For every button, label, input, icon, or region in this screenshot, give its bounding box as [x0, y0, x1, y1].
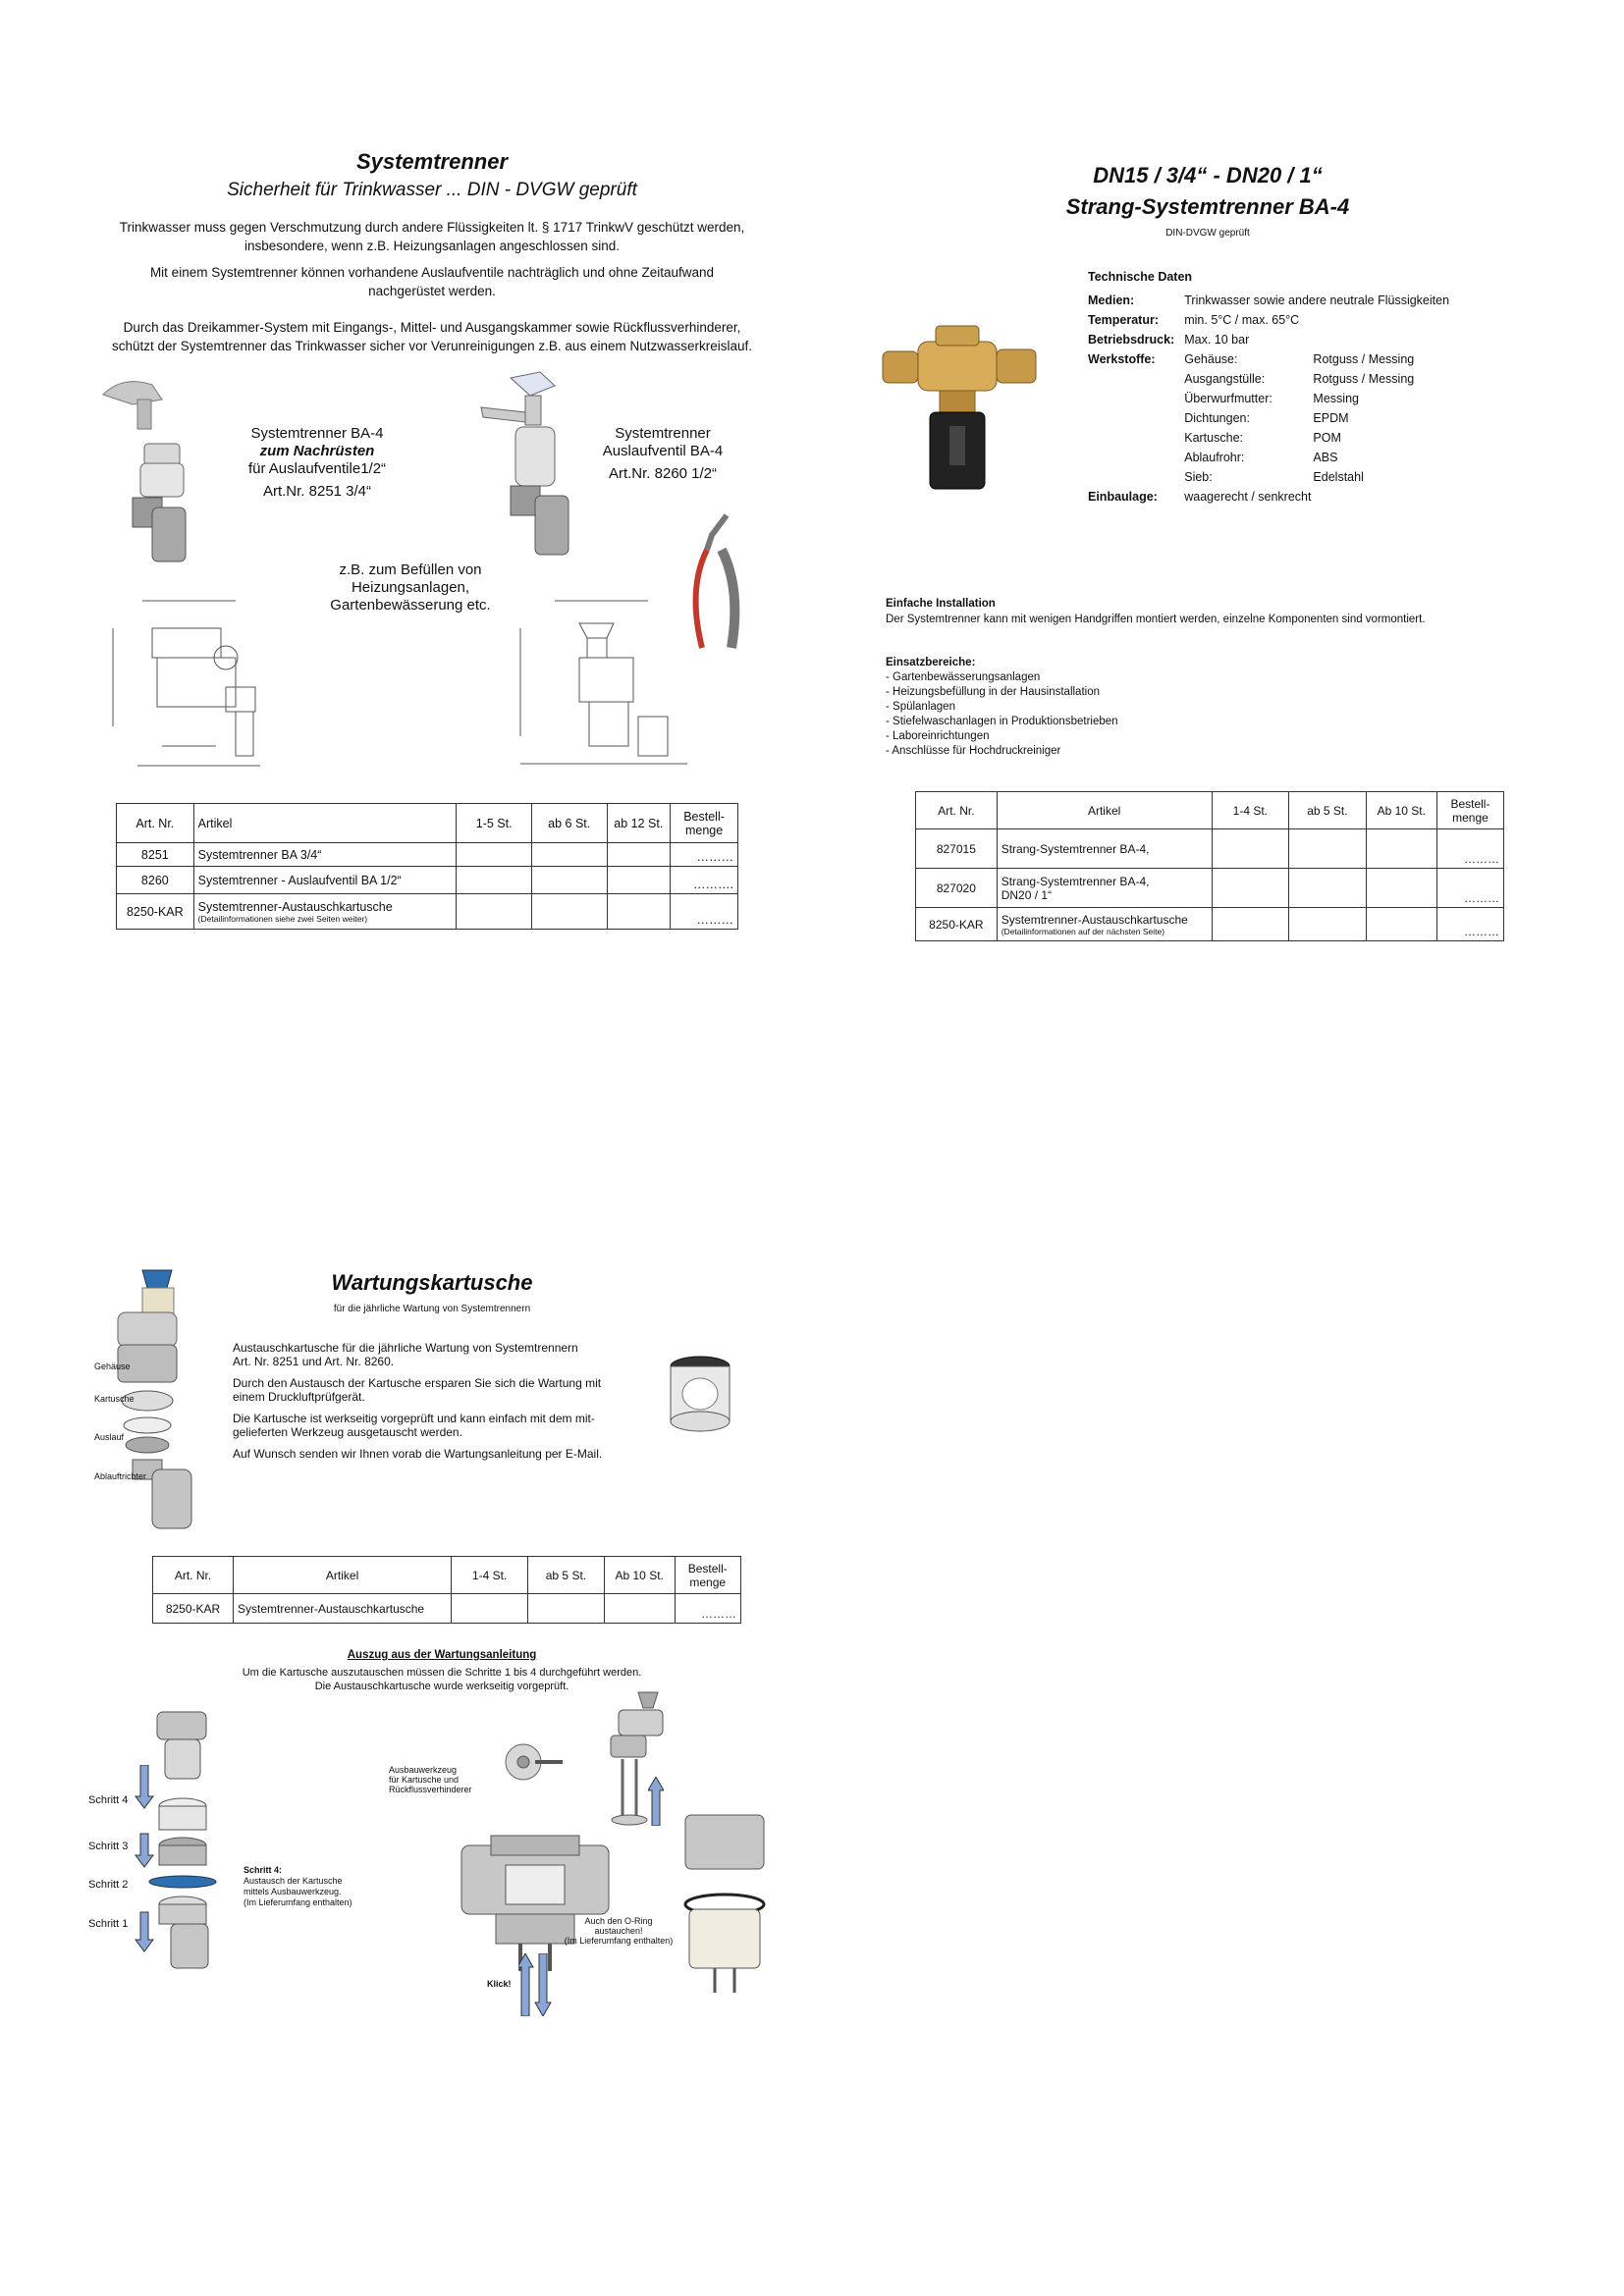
- cell-price: [1366, 869, 1436, 908]
- material-part: Überwurfmutter:: [1184, 392, 1272, 405]
- text-line: Trinkwasser muss gegen Verschmutzung durch andere Flüssigkeiten lt. § 1717 TrinkwV geschützt werden,: [119, 220, 745, 235]
- tech-row: [1088, 369, 1459, 389]
- col-header-qty2: ab 5 St.: [528, 1557, 605, 1594]
- material-value: Rotguss / Messing: [1313, 352, 1415, 366]
- cell-price: [531, 843, 607, 867]
- step-label-4: Schritt 4: [88, 1794, 129, 1806]
- tech-row: [1088, 291, 1459, 310]
- text-line: Um die Kartusche auszutauschen müssen die Schritte 1 bis 4 durchgeführt werden.: [242, 1667, 642, 1679]
- tech-key: Temperatur:: [1088, 313, 1160, 327]
- artikel-name: Systemtrenner-Austauschkartusche: [1001, 912, 1188, 927]
- material-value: Rotguss / Messing: [1313, 372, 1415, 386]
- cell-quantity-input[interactable]: ……….: [671, 867, 738, 894]
- material-part: Sieb:: [1184, 470, 1213, 484]
- cell-artikel: Systemtrenner - Auslaufventil BA 1/2“: [193, 867, 457, 894]
- tech-data-table: [1088, 291, 1459, 507]
- tech-row: [1088, 467, 1459, 487]
- strang-subtitle: DIN-DVGW geprüft: [1165, 228, 1250, 239]
- technical-drawing-8251: [98, 589, 295, 785]
- install-heading: Einfache Installation: [886, 598, 996, 610]
- cell-artikel: [193, 894, 457, 930]
- tech-row: [1088, 349, 1459, 369]
- cell-quantity-input[interactable]: ………: [1436, 829, 1503, 869]
- col-header-qty3: Ab 10 St.: [604, 1557, 675, 1594]
- cell-price: [1289, 869, 1367, 908]
- tech-value: Max. 10 bar: [1184, 333, 1250, 347]
- tech-key: Betriebsdruck:: [1088, 333, 1175, 347]
- col-header-bestellmenge: Bestell-menge: [1436, 792, 1503, 829]
- cell-price: [457, 894, 532, 930]
- tech-key: Einbaulage:: [1088, 490, 1158, 504]
- list-item: - Gartenbewässerungsanlagen: [886, 671, 1041, 683]
- tech-value: min. 5°C / max. 65°C: [1184, 313, 1300, 327]
- text-line: Heizungsanlagen,: [351, 579, 470, 596]
- wartung-subtitle: für die jährliche Wartung von Systemtrennern: [333, 1304, 531, 1314]
- intro-paragraph-3: [59, 318, 805, 355]
- text-line: Gartenbewässerung etc.: [330, 597, 491, 614]
- step4-description: [244, 1865, 352, 1908]
- technical-drawing-8260: [501, 589, 697, 775]
- wartung-title: Wartungskartusche: [331, 1270, 533, 1295]
- col-header-artikel: Artikel: [997, 792, 1212, 829]
- cell-price: [1212, 869, 1289, 908]
- tech-value: waagerecht / senkrecht: [1184, 490, 1312, 504]
- col-header-art-nr: Art. Nr.: [153, 1557, 234, 1594]
- text-line: Art. Nr. 8251 und Art. Nr. 8260.: [233, 1355, 395, 1368]
- up-arrow-icon: [648, 1777, 664, 1826]
- part-label-ablauftrichter: Ablauftrichter: [94, 1471, 147, 1481]
- klick-arrows-icon: [518, 1953, 554, 2016]
- klick-label: Klick!: [487, 1979, 512, 1989]
- step-label-2: Schritt 2: [88, 1879, 129, 1891]
- table-row: [916, 908, 1504, 941]
- table-row: [117, 867, 738, 894]
- product2-caption: [579, 425, 746, 483]
- order-table-kartusche: [152, 1556, 741, 1624]
- material-value: ABS: [1313, 451, 1338, 464]
- cell-price: [457, 867, 532, 894]
- cell-price: [1212, 908, 1289, 941]
- cell-quantity-input[interactable]: ………: [1436, 869, 1503, 908]
- text-line: z.B. zum Befüllen von: [339, 561, 482, 578]
- wartung-description: [233, 1341, 665, 1461]
- cell-quantity-input[interactable]: ………: [675, 1594, 741, 1624]
- cell-price: [607, 867, 671, 894]
- tech-row: [1088, 448, 1459, 467]
- cell-price: [607, 894, 671, 930]
- text-line: einem Druckluftprüfgerät.: [233, 1390, 365, 1404]
- text-line: Durch den Austausch der Kartusche ersparen Sie sich die Wartung mit: [233, 1376, 602, 1390]
- text-line: austauchen!: [594, 1926, 643, 1936]
- product2-art-number: Art.Nr. 8260 1/2“: [608, 465, 718, 482]
- col-header-qty3: Ab 10 St.: [1366, 792, 1436, 829]
- cell-price: [1289, 829, 1367, 869]
- material-part: Ablaufrohr:: [1184, 451, 1245, 464]
- text-line: schützt der Systemtrenner das Trinkwasser sicher vor Verunreinigungen z.B. aus einem Nutzwasserkreislauf.: [111, 339, 753, 353]
- tech-key: Medien:: [1088, 294, 1135, 307]
- removal-tool-image: [496, 1733, 565, 1801]
- product1-caption: [234, 425, 401, 501]
- text-line: Durch das Dreikammer-System mit Eingangs-, Mittel- und Ausgangskammer sowie Rückflussverhinderer,: [123, 320, 741, 335]
- cell-art-nr: 8260: [117, 867, 194, 894]
- table-header-row: [153, 1557, 741, 1594]
- cell-price: [452, 1594, 528, 1624]
- einsatz-list: [886, 656, 1278, 759]
- cell-quantity-input[interactable]: ………: [671, 894, 738, 930]
- cell-artikel: [997, 869, 1212, 908]
- strang-title-line2: Strang-Systemtrenner BA-4: [1065, 194, 1350, 219]
- table-row: [117, 894, 738, 930]
- col-header-art-nr: Art. Nr.: [117, 804, 194, 843]
- text-line: (Im Lieferumfang enthalten): [564, 1936, 674, 1946]
- col-header-qty1: 1-4 St.: [452, 1557, 528, 1594]
- cell-artikel: Strang-Systemtrenner BA-4,: [997, 829, 1212, 869]
- material-value: Edelstahl: [1313, 470, 1364, 484]
- material-value: Messing: [1313, 392, 1359, 405]
- text-line: Austauschkartusche für die jährliche Wartung von Systemtrennern: [233, 1341, 578, 1355]
- tech-row: [1088, 408, 1459, 428]
- text-line: gelieferten Werkzeug ausgetauscht werden.: [233, 1425, 462, 1439]
- manual-intro: [147, 1666, 736, 1693]
- table-row: [916, 869, 1504, 908]
- manual-heading: Auszug aus der Wartungsanleitung: [347, 1649, 537, 1661]
- list-item: - Anschlüsse für Hochdruckreiniger: [886, 745, 1061, 757]
- table-row: [916, 829, 1504, 869]
- usage-caption: [312, 561, 509, 614]
- cell-price: [1366, 908, 1436, 941]
- col-header-qty2: ab 6 St.: [531, 804, 607, 843]
- strang-title-line1: DN15 / 3/4“ - DN20 / 1“: [1093, 163, 1323, 187]
- cell-price: [531, 867, 607, 894]
- table-row: [117, 843, 738, 867]
- text-line: Ausbauwerkzeug: [389, 1765, 458, 1775]
- part-label-gehaeuse: Gehäuse: [94, 1362, 131, 1371]
- artikel-note: (Detailinformationen siehe zwei Seiten weiter): [197, 913, 368, 924]
- text-line: (Im Lieferumfang enthalten): [244, 1897, 352, 1907]
- artikel-name: Systemtrenner-Austauschkartusche: [197, 899, 393, 914]
- systemtrenner-ba4-image: [93, 365, 211, 571]
- tech-data-heading: Technische Daten: [1088, 270, 1193, 284]
- text-line: nachgerüstet werden.: [368, 284, 496, 298]
- strang-systemtrenner-image: [879, 324, 1051, 501]
- step-label-1: Schritt 1: [88, 1918, 129, 1930]
- col-header-artikel: Artikel: [193, 804, 457, 843]
- tech-row: [1088, 389, 1459, 408]
- list-item: - Laboreinrichtungen: [886, 730, 990, 742]
- text-line: Mit einem Systemtrenner können vorhandene Auslaufventile nachträglich und ohne Zeitaufwand: [149, 265, 715, 280]
- tech-key: Werkstoffe:: [1088, 352, 1156, 366]
- tech-row: [1088, 428, 1459, 448]
- cell-price: [528, 1594, 605, 1624]
- text-line: Die Kartusche ist werkseitig vorgeprüft und kann einfach mit dem mit-: [233, 1412, 595, 1425]
- product1-name: Systemtrenner BA-4: [250, 425, 384, 442]
- text-line: Auch den O-Ring: [584, 1916, 653, 1926]
- step-arrows: [135, 1765, 154, 1961]
- install-text: Der Systemtrenner kann mit wenigen Handgriffen montiert werden, einzelne Komponenten sind vormontiert.: [886, 614, 1426, 625]
- part-label-auslauf: Auslauf: [94, 1432, 125, 1442]
- cell-price: [1289, 908, 1367, 941]
- systemtrenner-title: Systemtrenner: [355, 149, 509, 174]
- cell-price: [607, 843, 671, 867]
- col-header-qty3: ab 12 St.: [607, 804, 671, 843]
- col-header-bestellmenge: Bestell-menge: [671, 804, 738, 843]
- list-item: - Spülanlagen: [886, 701, 955, 713]
- cell-artikel: Systemtrenner BA 3/4“: [193, 843, 457, 867]
- list-item: - Stiefelwaschanlagen in Produktionsbetrieben: [886, 716, 1118, 727]
- part-label-kartusche: Kartusche: [94, 1394, 135, 1404]
- artikel-size: DN20 / 1“: [1001, 887, 1053, 902]
- material-value: EPDM: [1313, 411, 1349, 425]
- cell-art-nr: 8251: [117, 843, 194, 867]
- artikel-name: Strang-Systemtrenner BA-4,: [1001, 874, 1150, 888]
- material-part: Gehäuse:: [1184, 352, 1238, 366]
- material-part: Kartusche:: [1184, 431, 1243, 445]
- cell-quantity-input[interactable]: ………: [1436, 908, 1503, 941]
- cell-art-nr: 8250-KAR: [916, 908, 998, 941]
- col-header-art-nr: Art. Nr.: [916, 792, 998, 829]
- text-line: insbesondere, wenn z.B. Heizungsanlagen angeschlossen sind.: [244, 239, 620, 253]
- product2-desc: Auslaufventil BA-4: [602, 443, 724, 459]
- cell-price: [1366, 829, 1436, 869]
- product1-retrofit: zum Nachrüsten: [259, 443, 375, 459]
- cell-art-nr: 8250-KAR: [153, 1594, 234, 1624]
- order-table-systemtrenner: [116, 803, 738, 930]
- text-line: für Kartusche und: [389, 1775, 460, 1785]
- text-line: Die Austauschkartusche wurde werkseitig vorgeprüft.: [314, 1681, 569, 1692]
- cell-price: [531, 894, 607, 930]
- table-row: [153, 1594, 741, 1624]
- cutaway-housing-image: [452, 1826, 619, 1973]
- tech-row: [1088, 487, 1459, 507]
- product1-art-number: Art.Nr. 8251 3/4“: [262, 483, 372, 500]
- col-header-qty1: 1-4 St.: [1212, 792, 1289, 829]
- col-header-artikel: Artikel: [234, 1557, 452, 1594]
- material-value: POM: [1313, 431, 1341, 445]
- table-header-row: [916, 792, 1504, 829]
- cell-price: [1212, 829, 1289, 869]
- cartridge-with-oring-image: [677, 1811, 776, 1998]
- material-part: Dichtungen:: [1184, 411, 1250, 425]
- cartridge-image: [666, 1353, 734, 1435]
- tech-value: Trinkwasser sowie andere neutrale Flüssigkeiten: [1184, 294, 1450, 307]
- list-item: - Heizungsbefüllung in der Hausinstallation: [886, 686, 1100, 698]
- product1-desc: für Auslaufventile1/2“: [247, 460, 387, 477]
- tech-row: [1088, 330, 1459, 349]
- text-line: Auf Wunsch senden wir Ihnen vorab die Wartungsanleitung per E-Mail.: [233, 1447, 603, 1461]
- text-line: Austausch der Kartusche: [244, 1876, 343, 1886]
- intro-paragraph-1: [59, 218, 805, 255]
- tool-caption: [389, 1765, 472, 1794]
- material-part: Ausgangstülle:: [1184, 372, 1266, 386]
- product2-name: Systemtrenner: [615, 425, 711, 442]
- cell-art-nr: 827020: [916, 869, 998, 908]
- oring-caption: [550, 1916, 687, 1946]
- artikel-note: (Detailinformationen auf der nächsten Seite): [1001, 926, 1165, 936]
- cell-price: [457, 843, 532, 867]
- einsatz-heading: Einsatzbereiche:: [886, 657, 976, 668]
- tech-row: [1088, 310, 1459, 330]
- cell-price: [604, 1594, 675, 1624]
- intro-paragraph-2: [59, 263, 805, 300]
- text-line: Rückflussverhinderer: [389, 1785, 472, 1794]
- cell-artikel: [997, 908, 1212, 941]
- cell-quantity-input[interactable]: ………: [671, 843, 738, 867]
- col-header-bestellmenge: Bestell-menge: [675, 1557, 741, 1594]
- step-label-3: Schritt 3: [88, 1841, 129, 1852]
- systemtrenner-subtitle: Sicherheit für Trinkwasser ... DIN - DVGW geprüft: [227, 180, 637, 200]
- step4-title: Schritt 4:: [244, 1865, 283, 1875]
- text-line: mittels Ausbauwerkzeug.: [244, 1887, 342, 1896]
- cell-art-nr: 827015: [916, 829, 998, 869]
- col-header-qty2: ab 5 St.: [1289, 792, 1367, 829]
- cell-artikel: Systemtrenner-Austauschkartusche: [234, 1594, 452, 1624]
- col-header-qty1: 1-5 St.: [457, 804, 532, 843]
- cell-art-nr: 8250-KAR: [117, 894, 194, 930]
- order-table-strang: [915, 791, 1504, 941]
- table-header-row: [117, 804, 738, 843]
